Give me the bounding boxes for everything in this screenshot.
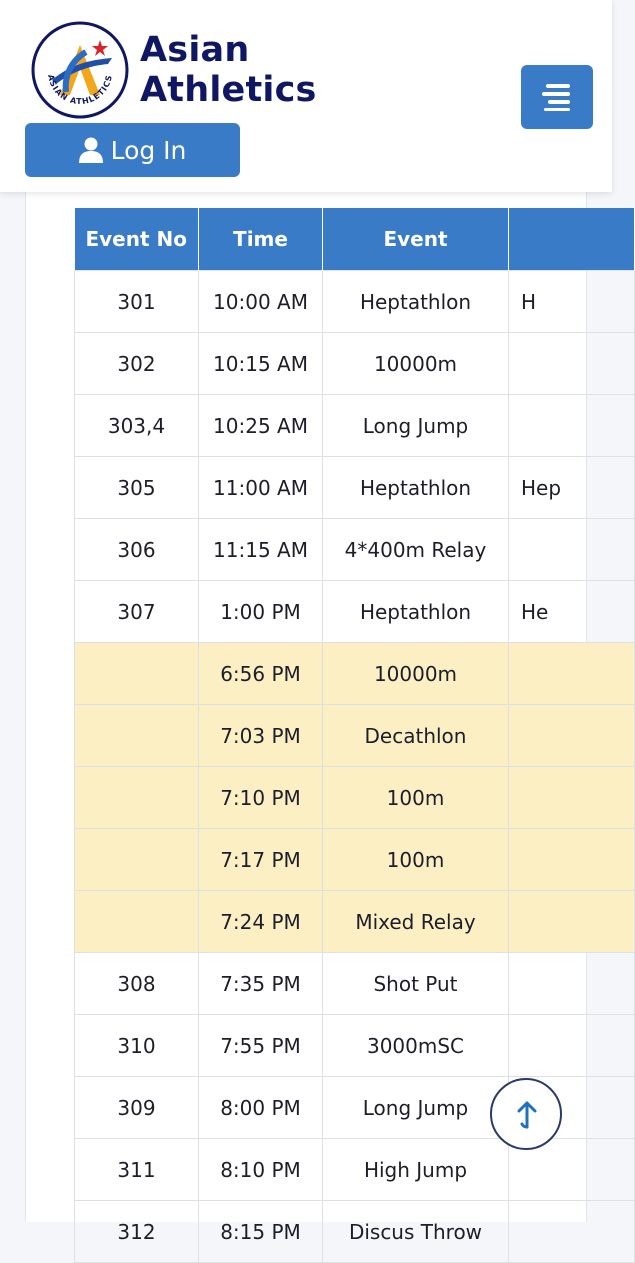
cell-time: 7:03 PM bbox=[199, 705, 323, 767]
cell-extra bbox=[509, 1201, 635, 1263]
cell-event: High Jump bbox=[323, 1139, 509, 1201]
column-header-extra[interactable] bbox=[509, 208, 635, 271]
cell-time: 8:10 PM bbox=[199, 1139, 323, 1201]
user-icon bbox=[79, 137, 103, 163]
table-row bbox=[75, 829, 635, 891]
cell-extra bbox=[509, 395, 635, 457]
schedule-table-container[interactable] bbox=[74, 208, 562, 1244]
cell-time: 7:55 PM bbox=[199, 1015, 323, 1077]
cell-extra bbox=[509, 519, 635, 581]
cell-event: Long Jump bbox=[323, 1077, 509, 1139]
table-row bbox=[75, 457, 635, 519]
brand-line-1: Asian bbox=[140, 30, 250, 70]
scroll-to-top-button[interactable] bbox=[490, 1078, 562, 1150]
cell-event-no bbox=[75, 643, 199, 705]
arrow-up-icon bbox=[514, 1100, 540, 1130]
cell-time: 8:15 PM bbox=[199, 1201, 323, 1263]
cell-time: 1:00 PM bbox=[199, 581, 323, 643]
cell-event-no: 308 bbox=[75, 953, 199, 1015]
login-label: Log In bbox=[110, 135, 187, 165]
table-row bbox=[75, 1015, 635, 1077]
cell-event: 10000m bbox=[323, 643, 509, 705]
cell-time: 7:35 PM bbox=[199, 953, 323, 1015]
cell-extra bbox=[509, 705, 635, 767]
site-title[interactable] bbox=[140, 30, 317, 110]
column-header-event-no[interactable]: Event No bbox=[75, 208, 199, 271]
cell-time: 10:25 AM bbox=[199, 395, 323, 457]
cell-event-no: 306 bbox=[75, 519, 199, 581]
cell-event: Decathlon bbox=[323, 705, 509, 767]
cell-event: Long Jump bbox=[323, 395, 509, 457]
cell-event: 3000mSC bbox=[323, 1015, 509, 1077]
menu-icon bbox=[542, 83, 572, 111]
cell-time: 7:24 PM bbox=[199, 891, 323, 953]
cell-extra bbox=[509, 643, 635, 705]
cell-event-no bbox=[75, 829, 199, 891]
cell-extra bbox=[509, 891, 635, 953]
table-row bbox=[75, 333, 635, 395]
table-row bbox=[75, 271, 635, 333]
cell-event-no: 303,4 bbox=[75, 395, 199, 457]
column-header-time[interactable]: Time bbox=[199, 208, 323, 271]
cell-extra bbox=[509, 829, 635, 891]
cell-time: 8:00 PM bbox=[199, 1077, 323, 1139]
cell-extra bbox=[509, 767, 635, 829]
cell-extra bbox=[509, 1015, 635, 1077]
table-row bbox=[75, 581, 635, 643]
cell-extra bbox=[509, 333, 635, 395]
table-row bbox=[75, 891, 635, 953]
cell-event: 100m bbox=[323, 829, 509, 891]
cell-extra: H bbox=[509, 271, 635, 333]
cell-event-no: 302 bbox=[75, 333, 199, 395]
cell-extra: He bbox=[509, 581, 635, 643]
table-row bbox=[75, 395, 635, 457]
cell-event-no: 309 bbox=[75, 1077, 199, 1139]
cell-event-no: 311 bbox=[75, 1139, 199, 1201]
cell-event: Heptathlon bbox=[323, 271, 509, 333]
cell-event: Discus Throw bbox=[323, 1201, 509, 1263]
table-row bbox=[75, 953, 635, 1015]
cell-event-no: 307 bbox=[75, 581, 199, 643]
cell-time: 7:17 PM bbox=[199, 829, 323, 891]
cell-event-no: 301 bbox=[75, 271, 199, 333]
cell-event-no: 312 bbox=[75, 1201, 199, 1263]
site-header bbox=[0, 0, 612, 192]
logo-text: ASIAN ATHLETICS bbox=[45, 73, 114, 107]
table-row bbox=[75, 705, 635, 767]
cell-time: 6:56 PM bbox=[199, 643, 323, 705]
cell-event: 100m bbox=[323, 767, 509, 829]
brand-line-2: Athletics bbox=[140, 70, 317, 110]
column-header-event[interactable]: Event bbox=[323, 208, 509, 271]
cell-event-no bbox=[75, 705, 199, 767]
table-row bbox=[75, 767, 635, 829]
cell-event-no: 305 bbox=[75, 457, 199, 519]
cell-event-no: 310 bbox=[75, 1015, 199, 1077]
asian-athletics-logo[interactable] bbox=[30, 20, 130, 120]
table-row bbox=[75, 1201, 635, 1263]
cell-event-no bbox=[75, 767, 199, 829]
cell-time: 10:00 AM bbox=[199, 271, 323, 333]
cell-time: 7:10 PM bbox=[199, 767, 323, 829]
cell-event-no bbox=[75, 891, 199, 953]
table-row bbox=[75, 519, 635, 581]
table-header-row bbox=[75, 208, 635, 271]
cell-event: Mixed Relay bbox=[323, 891, 509, 953]
table-row bbox=[75, 1139, 635, 1201]
cell-event: Heptathlon bbox=[323, 581, 509, 643]
cell-extra bbox=[509, 953, 635, 1015]
cell-time: 10:15 AM bbox=[199, 333, 323, 395]
cell-event: 10000m bbox=[323, 333, 509, 395]
cell-extra: Hep bbox=[509, 457, 635, 519]
cell-event: 4*400m Relay bbox=[323, 519, 509, 581]
cell-event: Shot Put bbox=[323, 953, 509, 1015]
cell-event: Heptathlon bbox=[323, 457, 509, 519]
login-button[interactable] bbox=[25, 123, 240, 177]
cell-time: 11:15 AM bbox=[199, 519, 323, 581]
table-row bbox=[75, 643, 635, 705]
menu-toggle-button[interactable] bbox=[521, 65, 593, 129]
cell-time: 11:00 AM bbox=[199, 457, 323, 519]
